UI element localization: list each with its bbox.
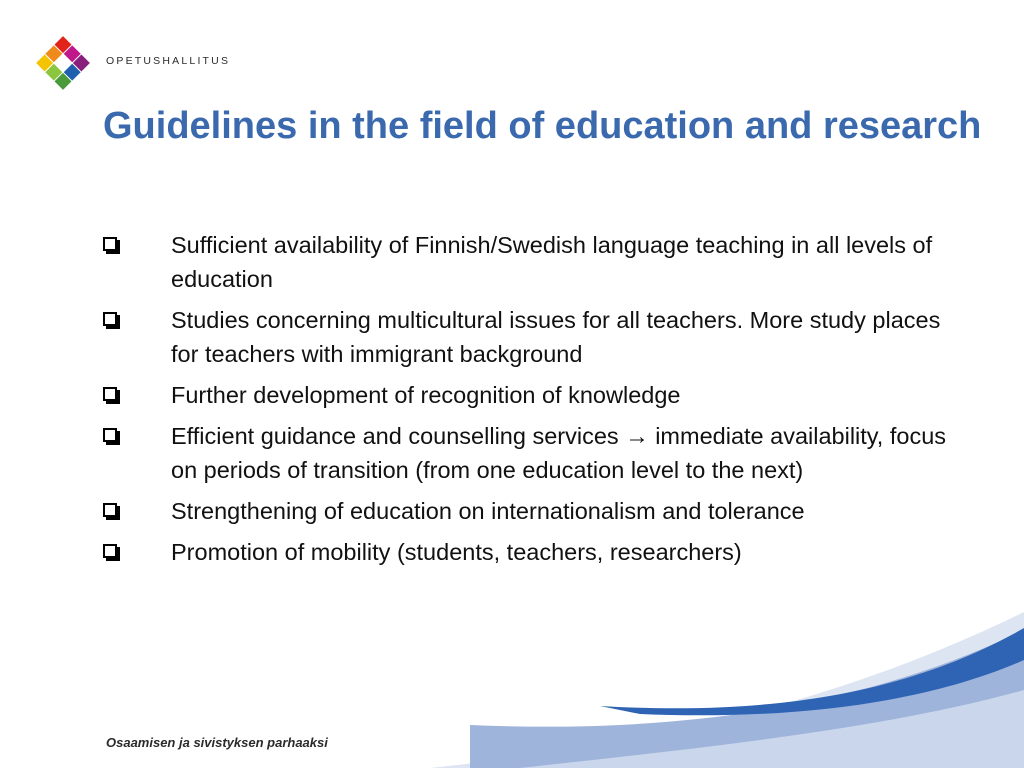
bullet-text: Studies concerning multicultural issues for all teachers. More study places for teachers with immigrant background: [171, 307, 941, 367]
bullet-text: Promotion of mobility (students, teachers, researchers): [171, 539, 742, 565]
wave-mid: [470, 630, 1024, 768]
wave-light-front: [520, 690, 1024, 768]
checkbox-bullet-icon: [103, 503, 117, 517]
bullet-text: Further development of recognition of knowledge: [171, 382, 681, 408]
footer-tagline: Osaamisen ja sivistyksen parhaaksi: [106, 735, 328, 750]
checkbox-bullet-icon: [103, 387, 117, 401]
slide-title: Guidelines in the field of education and research: [103, 105, 982, 147]
checkbox-bullet-icon: [103, 237, 117, 251]
bullet-item: [103, 494, 963, 528]
checkbox-bullet-icon: [103, 428, 117, 442]
bullet-text: Sufficient availability of Finnish/Swedish language teaching in all levels of education: [171, 232, 933, 292]
bullet-list: [103, 228, 963, 576]
bullet-item: [103, 303, 963, 371]
bullet-text: Strengthening of education on internationalism and tolerance: [171, 498, 805, 524]
organization-name: OPETUSHALLITUS: [106, 55, 231, 67]
bullet-text: Efficient guidance and counselling services → immediate availability, focus on periods of transition (from one education level to the next): [171, 423, 947, 483]
checkbox-bullet-icon: [103, 544, 117, 558]
wave-light-back: [430, 612, 1024, 768]
bullet-item: [103, 228, 963, 296]
wave-dark: [600, 628, 1024, 715]
diamond-logo-icon: [34, 34, 92, 92]
bullet-item: [103, 535, 963, 569]
checkbox-bullet-icon: [103, 312, 117, 326]
bullet-item: [103, 419, 963, 487]
bullet-item: [103, 378, 963, 412]
